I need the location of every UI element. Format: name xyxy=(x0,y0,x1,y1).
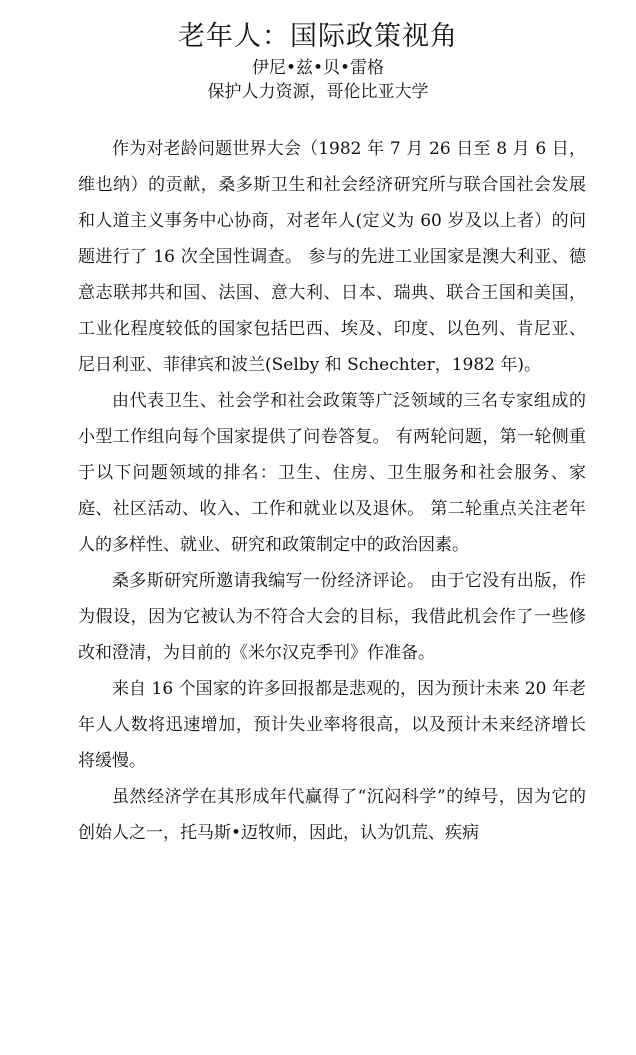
author-name: 伊尼•兹•贝•雷格 xyxy=(251,58,385,78)
document-header xyxy=(0,18,636,104)
document-body xyxy=(78,131,586,851)
paragraph-2: 由代表卫生、社会学和社会政策等广泛领域的三名专家组成的小型工作组向每个国家提供了问卷答复。 有两轮问题，第一轮侧重于以下问题领域的排名：卫生、住房、卫生服务和社会服务、家庭、社区活动、收入、工作和就业以及退休。 第二轮重点关注老年人的多样性、就业、研究和政策制定中的政治因素。 xyxy=(78,391,586,555)
paragraph-4: 来自 16 个国家的许多回报都是悲观的，因为预计未来 20 年老年人人数将迅速增加，预计失业率将很高，以及预计未来经济增长将缓慢。 xyxy=(78,679,586,771)
paragraph-3: 桑多斯研究所邀请我编写一份经济评论。 由于它没有出版，作为假设，因为它被认为不符合大会的目标，我借此机会作了一些修改和澄清，为目前的《米尔汉克季刊》作准备。 xyxy=(78,571,586,663)
author-affiliation: 保护人力资源，哥伦比亚大学 xyxy=(207,82,429,102)
paragraph-1: 作为对老龄问题世界大会（1982 年 7 月 26 日至 8 月 6 日，维也纳）的贡献，桑多斯卫生和社会经济研究所与联合国社会发展和人道主义事务中心协商，对老年人(定义为 60 岁及以上者）的问题进行了 16 次全国性调查。 参与的先进工业国家是澳大利亚、德意志联邦共和国、法国、意大利、日本、瑞典、联合王国和美国，工业化程度较低的国家包括巴西、埃及、印度、以色列、肯尼亚、尼日利亚、菲律宾和波兰(Selby 和 Schechter，1982 年)。 xyxy=(78,139,586,375)
document-title: 老年人：国际政策视角 xyxy=(178,21,458,52)
paragraph-5: 虽然经济学在其形成年代赢得了“沉闷科学”的绰号，因为它的创始人之一，托马斯•迈牧师，因此，认为饥荒、疾病 xyxy=(78,787,586,843)
